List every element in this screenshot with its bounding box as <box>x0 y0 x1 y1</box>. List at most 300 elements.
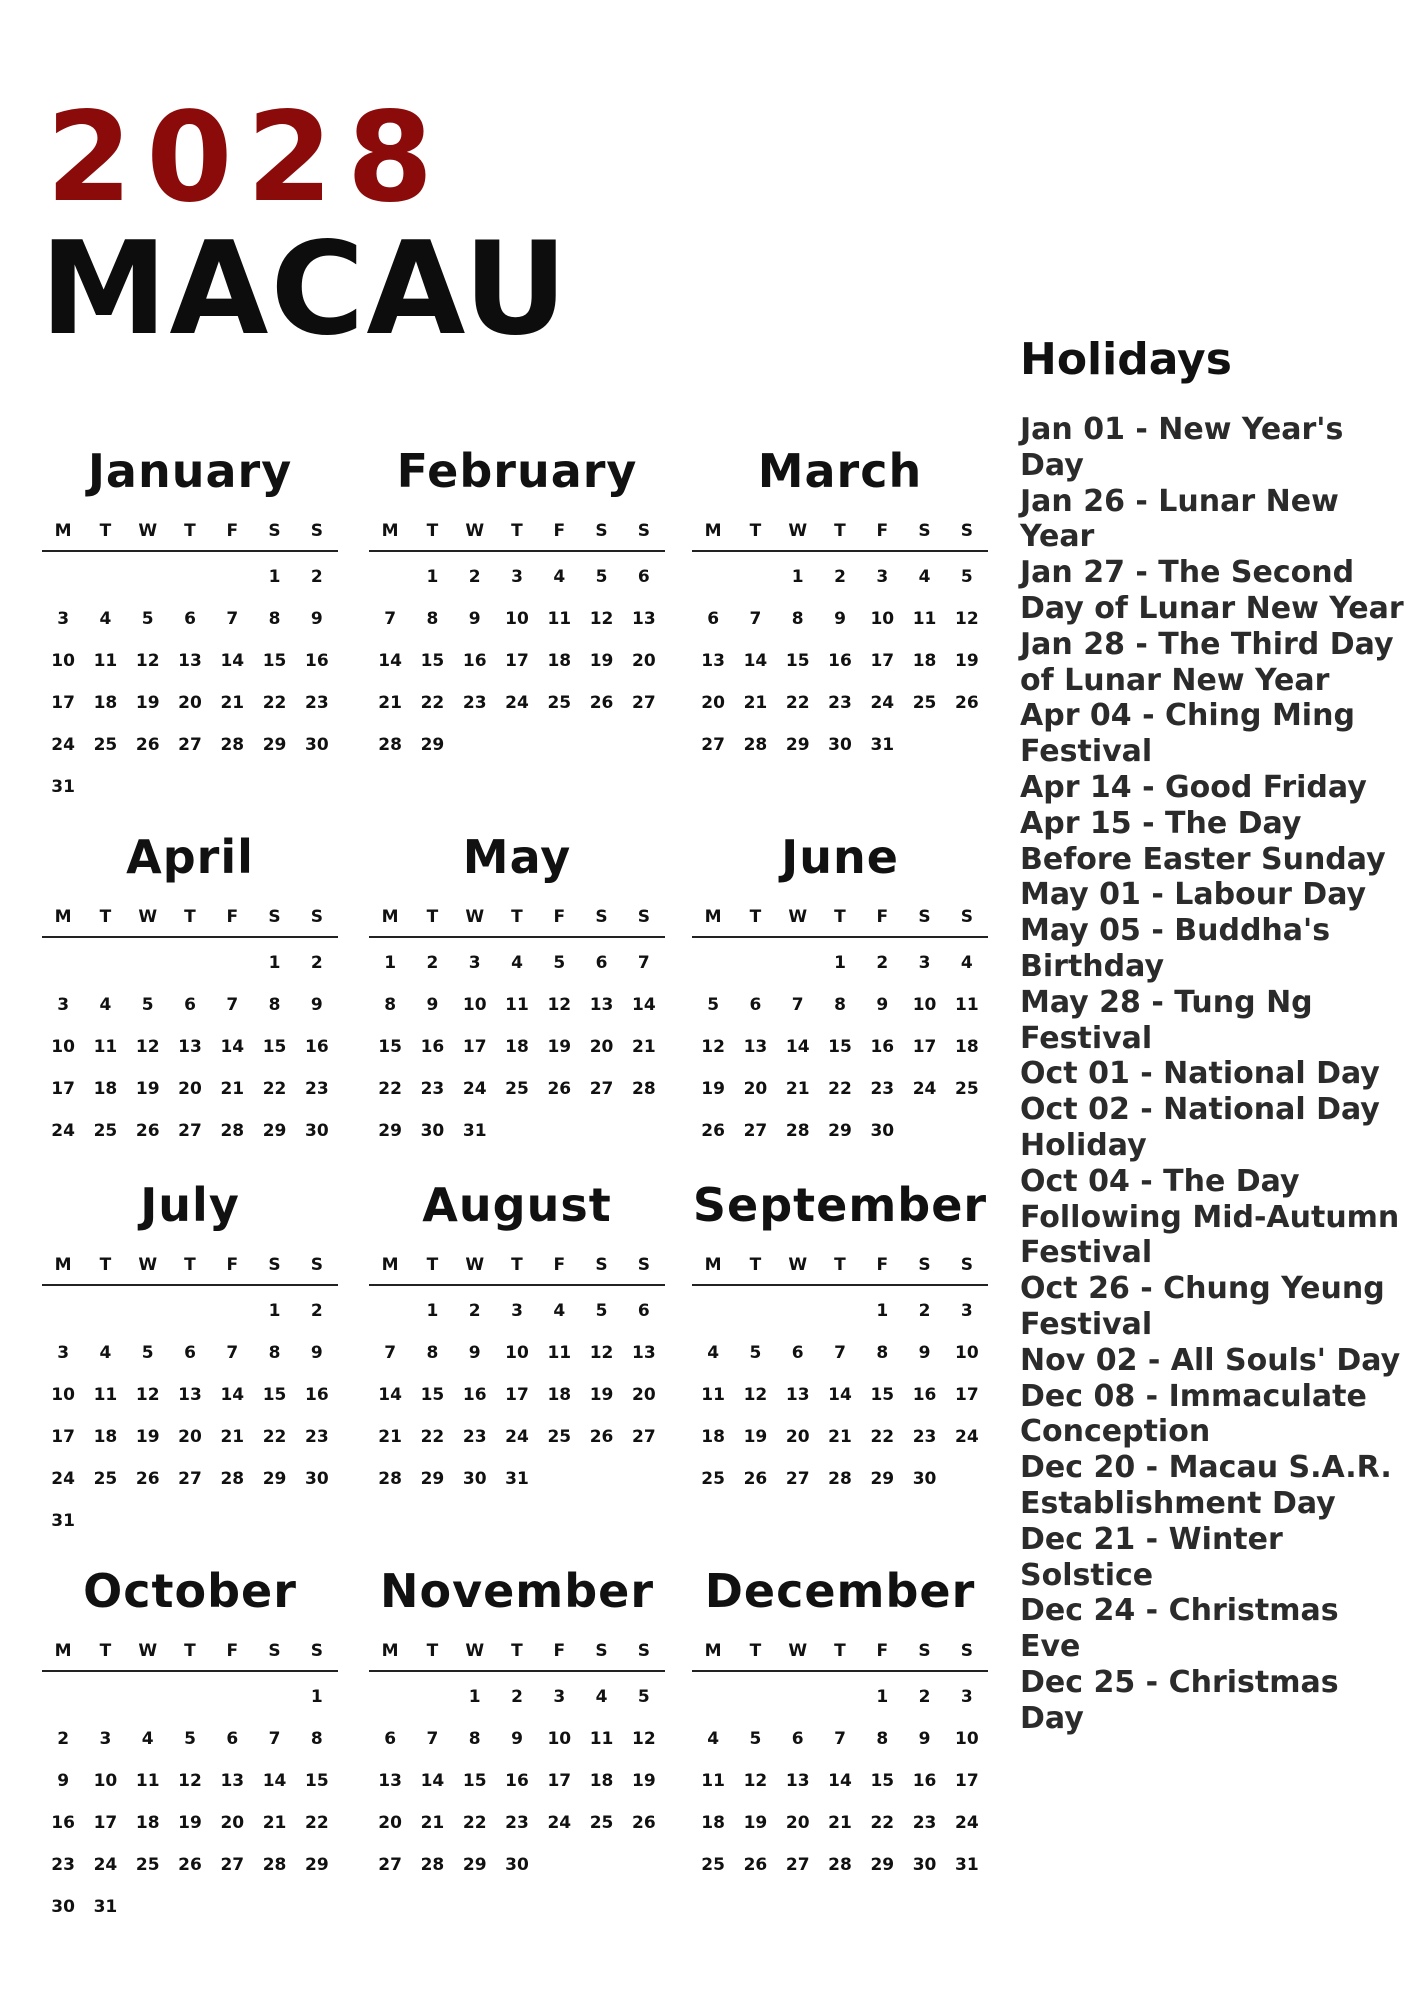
weekday-label: F <box>876 1255 889 1275</box>
day-cell: 29 <box>305 1855 329 1875</box>
holidays-title: Holidays <box>1020 334 1232 385</box>
day-cell: 14 <box>632 995 656 1015</box>
day-cell: 3 <box>57 609 70 629</box>
day-cell: 17 <box>51 1079 75 1099</box>
day-cell: 23 <box>462 693 487 713</box>
weekday-label: S <box>637 521 650 541</box>
day-cell: 10 <box>955 1343 979 1363</box>
day-cell: 2 <box>918 1301 931 1321</box>
day-cell: 30 <box>462 1469 487 1489</box>
day-cell: 18 <box>505 1037 529 1057</box>
day-cell: 7 <box>226 1343 239 1363</box>
day-cell: 18 <box>589 1771 614 1791</box>
weekday-label: T <box>749 907 762 927</box>
month-name: April <box>126 830 254 884</box>
day-cell: 3 <box>468 953 481 973</box>
day-cell: 12 <box>589 1343 614 1363</box>
day-cell: 23 <box>420 1079 445 1099</box>
day-cell: 11 <box>93 651 118 671</box>
weekday-label: S <box>637 1641 650 1661</box>
empty-day-cell <box>777 1290 819 1332</box>
day-cell: 21 <box>378 693 402 713</box>
day-cell: 21 <box>828 1427 852 1447</box>
day-cell: 6 <box>226 1729 239 1749</box>
day-cell: 4 <box>99 1343 112 1363</box>
day-grid <box>369 1290 665 1500</box>
day-cell: 5 <box>141 609 154 629</box>
day-cell: 26 <box>701 1121 725 1141</box>
day-cell: 7 <box>268 1729 281 1749</box>
weekday-label: W <box>465 907 485 927</box>
day-cell: 28 <box>378 1469 402 1489</box>
year-title: 2028 <box>46 86 448 230</box>
day-grid <box>42 1676 338 1928</box>
day-cell: 2 <box>310 1301 323 1321</box>
weekday-label: S <box>918 907 931 927</box>
empty-day-cell <box>169 1676 211 1718</box>
day-cell: 13 <box>378 1771 402 1791</box>
day-cell: 6 <box>749 995 762 1015</box>
day-cell: 6 <box>184 1343 196 1363</box>
weekday-label: T <box>426 907 439 927</box>
weekday-header <box>42 1248 338 1286</box>
weekday-label: T <box>184 1255 196 1275</box>
day-cell: 12 <box>547 995 572 1015</box>
day-cell: 24 <box>955 1427 979 1447</box>
holiday-item: Dec 20 - Macau S.A.R. Establishment Day <box>1020 1450 1392 1521</box>
weekday-label: S <box>268 521 281 541</box>
day-cell: 9 <box>511 1729 523 1749</box>
day-cell: 8 <box>876 1729 889 1749</box>
weekday-label: T <box>749 1255 762 1275</box>
weekday-label: S <box>960 1641 973 1661</box>
day-cell: 25 <box>93 1121 118 1141</box>
weekday-label: W <box>138 1255 158 1275</box>
day-cell: 28 <box>785 1121 810 1141</box>
day-cell: 11 <box>701 1771 725 1791</box>
day-cell: 3 <box>511 1301 523 1321</box>
day-cell: 1 <box>384 953 397 973</box>
weekday-label: T <box>99 521 112 541</box>
day-cell: 21 <box>785 1079 810 1099</box>
empty-day-cell <box>734 1290 776 1332</box>
weekday-label: S <box>268 1255 281 1275</box>
day-cell: 7 <box>426 1729 439 1749</box>
day-cell: 7 <box>637 953 650 973</box>
weekday-label: W <box>788 1641 808 1661</box>
day-cell: 20 <box>178 1427 202 1447</box>
day-cell: 6 <box>791 1343 804 1363</box>
day-cell: 26 <box>547 1079 572 1099</box>
day-cell: 4 <box>595 1687 608 1707</box>
weekday-label: W <box>465 1641 485 1661</box>
day-cell: 3 <box>99 1729 112 1749</box>
day-cell: 24 <box>51 1121 75 1141</box>
day-cell: 25 <box>547 1427 572 1447</box>
day-cell: 17 <box>51 1427 75 1447</box>
weekday-header <box>42 1634 338 1672</box>
weekday-label: F <box>226 1255 239 1275</box>
day-cell: 27 <box>632 693 656 713</box>
day-cell: 19 <box>135 1079 160 1099</box>
empty-day-cell <box>169 1290 211 1332</box>
day-cell: 1 <box>268 1301 281 1321</box>
day-grid <box>42 556 338 808</box>
day-cell: 21 <box>632 1037 656 1057</box>
day-cell: 14 <box>378 651 402 671</box>
day-cell: 13 <box>589 995 614 1015</box>
day-cell: 30 <box>912 1855 937 1875</box>
weekday-label: M <box>54 1641 72 1661</box>
day-cell: 19 <box>743 1427 768 1447</box>
weekday-label: T <box>511 521 523 541</box>
empty-day-cell <box>692 556 734 598</box>
weekday-label: S <box>595 1641 608 1661</box>
day-cell: 21 <box>262 1813 287 1833</box>
day-cell: 30 <box>505 1855 529 1875</box>
weekday-label: S <box>595 1255 608 1275</box>
day-cell: 11 <box>589 1729 614 1749</box>
empty-day-cell <box>127 942 169 984</box>
day-cell: 28 <box>420 1855 445 1875</box>
day-cell: 7 <box>384 609 397 629</box>
empty-day-cell <box>369 556 411 598</box>
empty-day-cell <box>211 1676 253 1718</box>
day-cell: 27 <box>743 1121 768 1141</box>
day-cell: 13 <box>632 1343 656 1363</box>
day-cell: 12 <box>178 1771 202 1791</box>
month-name: March <box>757 444 923 498</box>
day-cell: 25 <box>589 1813 614 1833</box>
day-cell: 30 <box>912 1469 937 1489</box>
day-cell: 28 <box>220 1121 245 1141</box>
day-cell: 29 <box>378 1121 402 1141</box>
day-cell: 10 <box>870 609 895 629</box>
day-cell: 30 <box>305 735 329 755</box>
month-name: May <box>462 830 572 884</box>
day-cell: 26 <box>135 1469 160 1489</box>
weekday-label: S <box>310 521 323 541</box>
day-cell: 7 <box>791 995 804 1015</box>
weekday-header <box>692 1248 988 1286</box>
weekday-label: M <box>704 907 722 927</box>
day-cell: 29 <box>262 1469 287 1489</box>
day-cell: 17 <box>93 1813 118 1833</box>
day-cell: 15 <box>262 651 287 671</box>
day-cell: 10 <box>912 995 937 1015</box>
day-cell: 26 <box>178 1855 202 1875</box>
day-cell: 31 <box>462 1121 487 1141</box>
empty-day-cell <box>692 1676 734 1718</box>
month-name: December <box>704 1564 976 1618</box>
empty-day-cell <box>734 1676 776 1718</box>
day-cell: 24 <box>505 693 529 713</box>
holiday-item: Nov 02 - All Souls' Day <box>1020 1342 1401 1378</box>
weekday-label: M <box>381 907 399 927</box>
day-cell: 5 <box>184 1729 196 1749</box>
day-cell: 15 <box>870 1385 895 1405</box>
day-cell: 27 <box>785 1469 810 1489</box>
day-cell: 25 <box>135 1855 160 1875</box>
day-cell: 4 <box>553 567 566 587</box>
empty-day-cell <box>411 1676 453 1718</box>
weekday-label: F <box>226 907 239 927</box>
day-cell: 4 <box>960 953 973 973</box>
weekday-label: S <box>960 1255 973 1275</box>
day-cell: 15 <box>305 1771 329 1791</box>
day-cell: 2 <box>834 567 846 587</box>
day-cell: 27 <box>220 1855 245 1875</box>
day-cell: 16 <box>462 1385 487 1405</box>
day-cell: 22 <box>262 1427 287 1447</box>
day-grid <box>692 1290 988 1500</box>
day-cell: 20 <box>743 1079 768 1099</box>
day-cell: 16 <box>420 1037 445 1057</box>
day-cell: 3 <box>57 995 70 1015</box>
day-cell: 10 <box>505 1343 529 1363</box>
holiday-item: Jan 01 - New Year's Day <box>1020 412 1344 483</box>
weekday-label: S <box>918 521 931 541</box>
day-cell: 5 <box>749 1729 762 1749</box>
empty-day-cell <box>369 1290 411 1332</box>
weekday-label: S <box>268 907 281 927</box>
weekday-label: M <box>54 907 72 927</box>
day-cell: 9 <box>876 995 889 1015</box>
day-cell: 19 <box>135 1427 160 1447</box>
day-cell: 12 <box>589 609 614 629</box>
day-cell: 22 <box>785 693 810 713</box>
day-cell: 23 <box>912 1427 937 1447</box>
day-cell: 3 <box>57 1343 70 1363</box>
day-cell: 22 <box>828 1079 852 1099</box>
weekday-label: S <box>918 1641 931 1661</box>
empty-day-cell <box>42 556 84 598</box>
day-cell: 23 <box>51 1855 75 1875</box>
day-cell: 26 <box>589 1427 614 1447</box>
day-cell: 18 <box>93 1427 118 1447</box>
day-grid <box>692 942 988 1152</box>
weekday-label: F <box>553 521 566 541</box>
day-cell: 16 <box>870 1037 895 1057</box>
weekday-label: S <box>268 1641 281 1661</box>
day-cell: 4 <box>553 1301 566 1321</box>
day-cell: 27 <box>378 1855 402 1875</box>
day-cell: 15 <box>262 1037 287 1057</box>
day-cell: 15 <box>462 1771 487 1791</box>
weekday-label: T <box>511 1255 523 1275</box>
day-cell: 26 <box>589 693 614 713</box>
day-cell: 6 <box>637 1301 650 1321</box>
day-cell: 20 <box>632 651 656 671</box>
day-cell: 24 <box>51 735 75 755</box>
day-cell: 16 <box>912 1385 937 1405</box>
day-cell: 22 <box>262 693 287 713</box>
day-cell: 13 <box>178 1385 202 1405</box>
day-cell: 6 <box>384 1729 397 1749</box>
day-cell: 14 <box>220 1385 245 1405</box>
day-cell: 31 <box>51 777 75 797</box>
day-cell: 5 <box>707 995 720 1015</box>
day-cell: 22 <box>378 1079 402 1099</box>
day-cell: 16 <box>305 1037 329 1057</box>
day-cell: 22 <box>262 1079 287 1099</box>
weekday-header <box>369 1248 665 1286</box>
day-cell: 31 <box>51 1511 75 1531</box>
month-name: August <box>422 1178 612 1232</box>
day-cell: 31 <box>505 1469 529 1489</box>
weekday-label: T <box>184 907 196 927</box>
month-name: July <box>140 1178 240 1232</box>
day-cell: 7 <box>226 609 239 629</box>
month-name: January <box>87 444 293 498</box>
day-cell: 3 <box>511 567 523 587</box>
day-cell: 10 <box>51 651 75 671</box>
weekday-label: M <box>381 1255 399 1275</box>
day-grid <box>369 942 665 1152</box>
weekday-label: F <box>553 1255 566 1275</box>
day-cell: 8 <box>834 995 846 1015</box>
day-cell: 9 <box>310 609 323 629</box>
weekday-label: F <box>553 1641 566 1661</box>
weekday-label: T <box>184 1641 196 1661</box>
day-cell: 2 <box>310 953 323 973</box>
day-cell: 13 <box>220 1771 245 1791</box>
day-cell: 8 <box>426 1343 439 1363</box>
day-cell: 20 <box>178 1079 202 1099</box>
day-cell: 10 <box>462 995 487 1015</box>
holiday-item: Oct 02 - National Day Holiday <box>1020 1092 1380 1163</box>
day-cell: 2 <box>310 567 323 587</box>
empty-day-cell <box>127 1290 169 1332</box>
weekday-label: F <box>876 521 889 541</box>
weekday-label: F <box>226 1641 239 1661</box>
day-cell: 28 <box>632 1079 656 1099</box>
day-cell: 6 <box>707 609 720 629</box>
day-cell: 27 <box>178 1469 202 1489</box>
empty-day-cell <box>211 1290 253 1332</box>
weekday-label: M <box>704 1641 722 1661</box>
day-cell: 3 <box>553 1687 566 1707</box>
month-name: November <box>379 1564 655 1618</box>
day-cell: 24 <box>912 1079 937 1099</box>
day-cell: 28 <box>220 735 245 755</box>
day-cell: 18 <box>135 1813 160 1833</box>
weekday-label: S <box>637 1255 650 1275</box>
day-cell: 17 <box>51 693 75 713</box>
day-cell: 18 <box>93 1079 118 1099</box>
weekday-label: T <box>426 1641 439 1661</box>
day-cell: 6 <box>184 995 196 1015</box>
holiday-item: May 28 - Tung Ng Festival <box>1020 984 1313 1056</box>
day-cell: 8 <box>384 995 397 1015</box>
day-cell: 30 <box>305 1121 329 1141</box>
day-cell: 27 <box>178 735 202 755</box>
day-grid <box>369 1676 665 1886</box>
day-cell: 1 <box>268 567 281 587</box>
day-cell: 28 <box>378 735 402 755</box>
weekday-label: S <box>960 907 973 927</box>
day-cell: 4 <box>511 953 523 973</box>
day-cell: 2 <box>468 1301 481 1321</box>
day-cell: 29 <box>785 735 810 755</box>
weekday-label: T <box>426 521 439 541</box>
day-cell: 22 <box>305 1813 329 1833</box>
day-cell: 23 <box>505 1813 529 1833</box>
day-cell: 1 <box>268 953 281 973</box>
day-cell: 17 <box>505 651 529 671</box>
day-cell: 8 <box>268 609 281 629</box>
day-cell: 14 <box>262 1771 287 1791</box>
day-cell: 28 <box>828 1855 852 1875</box>
day-cell: 11 <box>93 1385 118 1405</box>
day-cell: 3 <box>918 953 931 973</box>
empty-day-cell <box>777 942 819 984</box>
day-cell: 4 <box>141 1729 154 1749</box>
day-cell: 19 <box>178 1813 202 1833</box>
day-cell: 14 <box>420 1771 445 1791</box>
day-cell: 7 <box>749 609 762 629</box>
day-cell: 17 <box>955 1771 979 1791</box>
day-cell: 22 <box>462 1813 487 1833</box>
day-cell: 23 <box>305 693 329 713</box>
weekday-label: T <box>834 907 846 927</box>
day-cell: 27 <box>701 735 725 755</box>
empty-day-cell <box>369 1676 411 1718</box>
empty-day-cell <box>84 1290 126 1332</box>
day-cell: 10 <box>51 1385 75 1405</box>
day-cell: 12 <box>955 609 979 629</box>
day-cell: 8 <box>426 609 439 629</box>
weekday-header <box>369 900 665 938</box>
day-cell: 9 <box>834 609 846 629</box>
day-cell: 23 <box>870 1079 895 1099</box>
day-cell: 19 <box>955 651 979 671</box>
day-cell: 25 <box>93 1469 118 1489</box>
day-cell: 20 <box>701 693 725 713</box>
day-grid <box>692 1676 988 1886</box>
empty-day-cell <box>84 942 126 984</box>
weekday-label: T <box>749 1641 762 1661</box>
day-cell: 24 <box>870 693 895 713</box>
day-cell: 11 <box>912 609 937 629</box>
day-cell: 3 <box>960 1301 973 1321</box>
empty-day-cell <box>169 942 211 984</box>
day-cell: 8 <box>310 1729 323 1749</box>
holiday-item: Oct 01 - National Day <box>1020 1056 1380 1092</box>
weekday-label: W <box>138 521 158 541</box>
empty-day-cell <box>819 1290 861 1332</box>
day-cell: 2 <box>918 1687 931 1707</box>
empty-day-cell <box>169 556 211 598</box>
day-cell: 24 <box>51 1469 75 1489</box>
day-cell: 9 <box>426 995 439 1015</box>
day-cell: 11 <box>547 1343 572 1363</box>
weekday-label: S <box>310 1641 323 1661</box>
weekday-label: W <box>788 1255 808 1275</box>
day-cell: 24 <box>955 1813 979 1833</box>
day-cell: 8 <box>876 1343 889 1363</box>
day-cell: 9 <box>918 1729 931 1749</box>
day-cell: 6 <box>791 1729 804 1749</box>
day-cell: 24 <box>547 1813 572 1833</box>
day-cell: 21 <box>220 1427 245 1447</box>
day-cell: 19 <box>632 1771 656 1791</box>
day-cell: 25 <box>701 1469 725 1489</box>
day-cell: 1 <box>426 1301 439 1321</box>
day-cell: 26 <box>743 1469 768 1489</box>
day-cell: 17 <box>547 1771 572 1791</box>
day-cell: 10 <box>51 1037 75 1057</box>
